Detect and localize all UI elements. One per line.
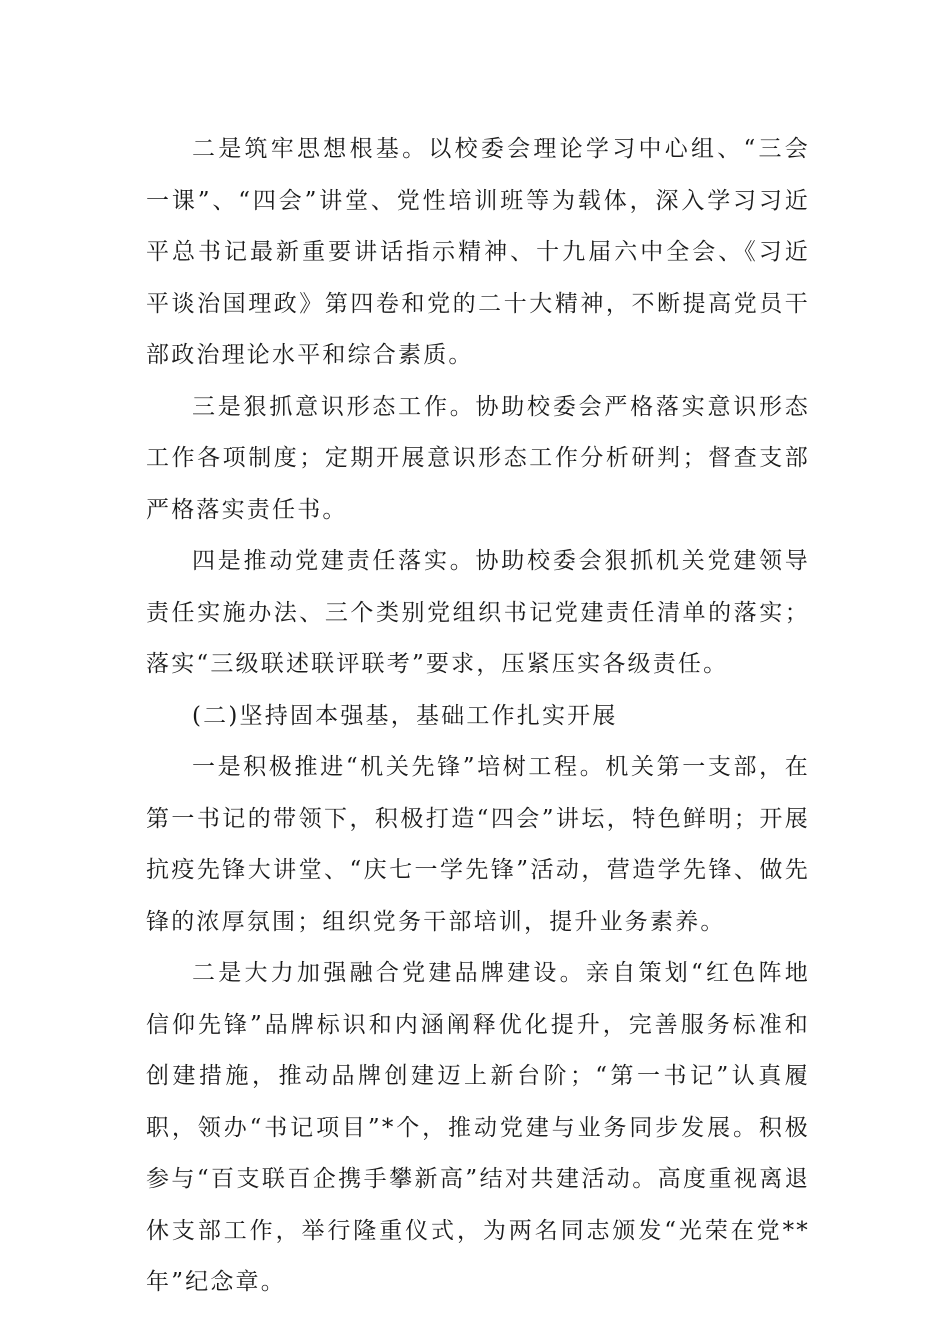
paragraph-party-responsibility: 四是推动党建责任落实。协助校委会狠抓机关党建领导责任实施办法、三个类别党组织书记党建责任清单的落实；落实“三级联述联评联考”要求，压紧压实各级责任。 <box>146 548 810 677</box>
paragraph-thought-foundation: 二是筑牢思想根基。以校委会理论学习中心组、“三会一课”、“四会”讲堂、党性培训班等为载体，深入学习习近平总书记最新重要讲话指示精神、十九届六中全会、《习近平谈治国理政》第四卷和党的二十大精神，不断提高党员干部政治理论水平和综合素质。 <box>146 136 810 368</box>
paragraph-vanguard-project: 一是积极推进“机关先锋”培树工程。机关第一支部，在第一书记的带领下，积极打造“四会”讲坛，特色鲜明；开展抗疫先锋大讲堂、“庆七一学先锋”活动，营造学先锋、做先锋的浓厚氛围；组织党务干部培训，提升业务素养。 <box>146 754 810 935</box>
paragraph-ideology-work: 三是狠抓意识形态工作。协助校委会严格落实意识形态工作各项制度；定期开展意识形态工作分析研判；督查支部严格落实责任书。 <box>146 393 810 523</box>
document-body <box>146 124 810 1309</box>
section-heading: (二)坚持固本强基，基础工作扎实开展 <box>192 702 618 729</box>
paragraph-brand-building: 二是大力加强融合党建品牌建设。亲自策划“红色阵地信仰先锋”品牌标识和内涵阐释优化提升，完善服务标准和创建措施，推动品牌创建迈上新台阶；“第一书记”认真履职，领办“书记项目”*个，推动党建与业务同步发展。积极参与“百支联百企携手攀新高”结对共建活动。高度重视离退休支部工作，举行隆重仪式，为两名同志颁发“光荣在党**年”纪念章。 <box>146 960 810 1295</box>
